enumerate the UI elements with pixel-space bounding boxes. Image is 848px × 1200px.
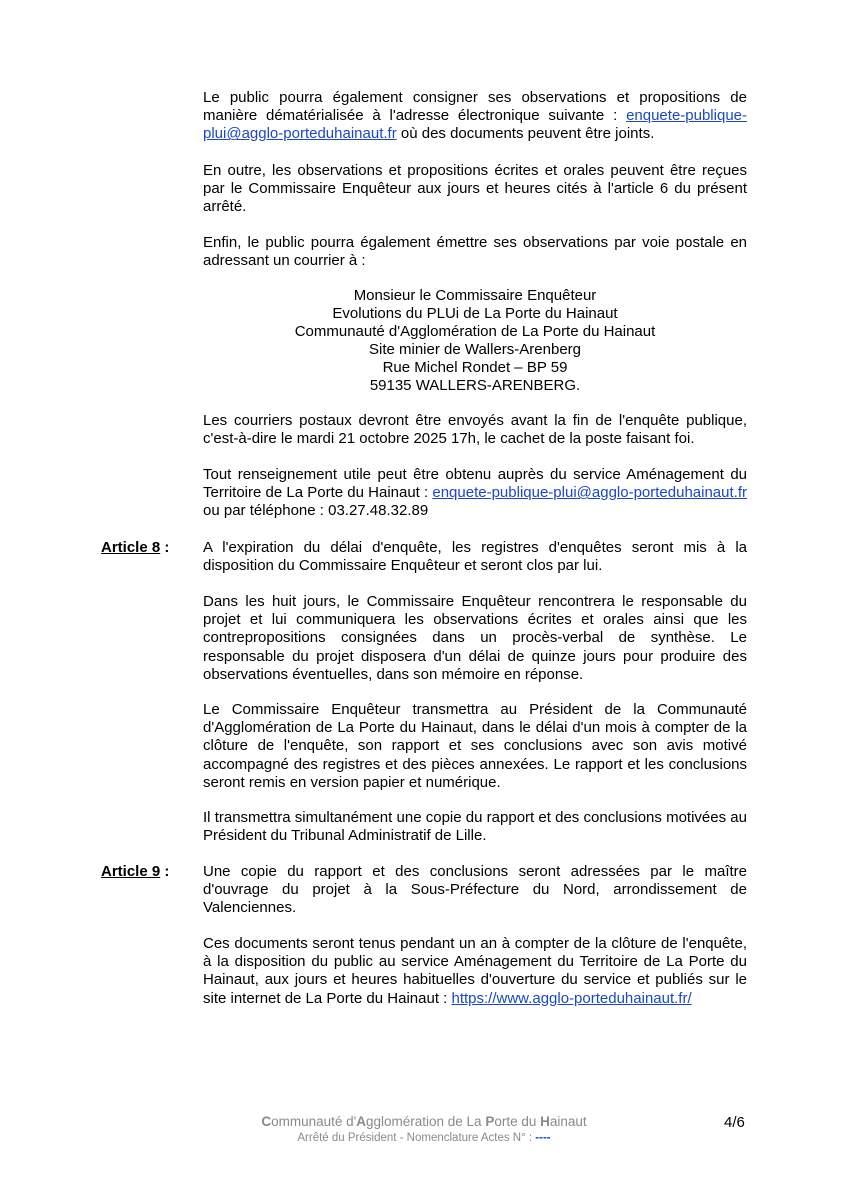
article-9-heading — [101, 863, 169, 881]
footer-text: orte du — [494, 1114, 541, 1129]
footer-text: gglomération de La — [365, 1114, 486, 1129]
email-link[interactable]: enquete-publique-plui@agglo-porteduhainaut.fr — [432, 484, 747, 502]
footer-initial: C — [261, 1114, 272, 1129]
paragraph-text: Tout renseignement utile peut être obtenu auprès du service Aménagement du Territoire de La Porte du Hainaut : — [203, 466, 747, 502]
paragraph-postal-observations: Enfin, le public pourra également émettre ses observations par voie postale en adressant un courrier à : — [203, 234, 747, 270]
article-8-paragraph-4: Il transmettra simultanément une copie du rapport et des conclusions motivées au Président du Tribunal Administratif de Lille. — [203, 809, 747, 845]
article-9-paragraph-2 — [203, 935, 747, 1008]
paragraph-text: Ces documents seront tenus pendant un an à compter de la clôture de l'enquête, à la disposition du public au service Aménagement du Territoire de La Porte du Hainaut, aux jours et heures habituelles d'ouverture du service et publiés sur le site internet de La Porte du Hainaut : — [203, 935, 747, 1007]
footer-initial: A — [356, 1114, 366, 1129]
footer-text: ainaut — [549, 1114, 587, 1129]
address-line: Communauté d'Agglomération de La Porte du Hainaut — [294, 323, 656, 340]
article-colon: : — [160, 863, 170, 880]
paragraph-text: où des documents peuvent être joints. — [396, 125, 655, 143]
footer-organization — [0, 1114, 848, 1129]
article-colon: : — [160, 539, 170, 556]
footer-initial: P — [485, 1114, 495, 1129]
article-8-paragraph-3: Le Commissaire Enquêteur transmettra au Président de la Communauté d'Agglomération de La Porte du Hainaut, dans le délai d'un mois à compter de la clôture de l'enquête, son rapport et ses conclusions avec son avis motivé accompagné des registres et des pièces annexées. Le rapport et les conclusions seront remis en version papier et numérique. — [203, 701, 747, 791]
address-line: Monsieur le Commissaire Enquêteur — [353, 287, 597, 304]
address-line: 59135 WALLERS-ARENBERG. — [369, 377, 581, 394]
address-line: Site minier de Wallers-Arenberg — [368, 341, 582, 358]
article-8-paragraph-2: Dans les huit jours, le Commissaire Enquêteur rencontrera le responsable du projet et lui communiquera les observations écrites et orales ainsi que les contrepropositions consignées dans un procès-verbal de synthèse. Le responsable du projet disposera d'un délai de quinze jours pour produire des observations éventuelles, dans son mémoire en réponse. — [203, 593, 747, 683]
paragraph-text: ou par téléphone : 03.27.48.32.89 — [203, 502, 429, 520]
paragraph-online-observations — [203, 89, 747, 144]
article-8-paragraph-1: A l'expiration du délai d'enquête, les registres d'enquêtes seront mis à la disposition du Commissaire Enquêteur et seront clos par lui. — [203, 539, 747, 575]
page-number: 4/6 — [724, 1114, 745, 1131]
paragraph-postal-deadline: Les courriers postaux devront être envoyés avant la fin de l'enquête publique, c'est-à-dire le mardi 21 octobre 2025 17h, le cachet de la poste faisant foi. — [203, 412, 747, 448]
article-label: Article 8 — [101, 539, 161, 556]
act-number: ---- — [535, 1132, 551, 1144]
footer-text: Arrêté du Président - Nomenclature Actes N° : — [297, 1132, 536, 1144]
address-line: Evolutions du PLUi de La Porte du Hainaut — [332, 305, 618, 322]
article-8-heading — [101, 539, 169, 557]
paragraph-oral-observations: En outre, les observations et propositions écrites et orales peuvent être reçues par le Commissaire Enquêteur aux jours et heures cités à l'article 6 du présent arrêté. — [203, 162, 747, 216]
footer-initial: H — [540, 1114, 550, 1129]
paragraph-information-contact — [203, 466, 747, 521]
paragraph-text: Le public pourra également consigner ses observations et propositions de manière dématérialisée à l'adresse électronique suivante : — [203, 89, 747, 125]
website-link[interactable]: https://www.agglo-porteduhainaut.fr/ — [451, 989, 692, 1007]
article-9-paragraph-1: Une copie du rapport et des conclusions seront adressées par le maître d'ouvrage du projet à la Sous-Préfecture du Nord, arrondissement de Valenciennes. — [203, 863, 747, 917]
footer-act-reference — [0, 1132, 848, 1144]
address-line: Rue Michel Rondet – BP 59 — [382, 359, 568, 376]
footer-text: ommunauté d' — [271, 1114, 357, 1129]
email-link[interactable]: enquete-publique-plui@agglo-porteduhainaut.fr — [203, 107, 747, 143]
article-label: Article 9 — [101, 863, 161, 880]
